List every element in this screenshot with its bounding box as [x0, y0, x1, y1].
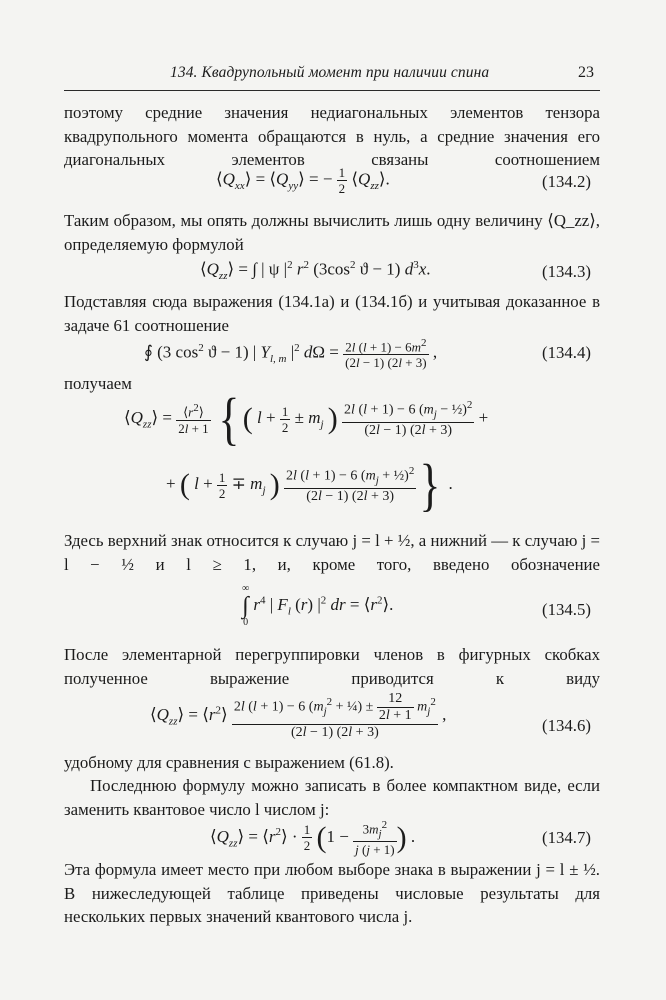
equation-134-7: $⟨Q_{zz}⟩$ = $⟨r^2⟩$ · $\frac{1}{2}$ (1 − $\frac{3m_j^2}{j (j + 1)}$ ) . [210, 819, 416, 857]
paragraph-9: Эта формула имеет место при любом выборе знака в выражении j = l ± ½. В нижеследующей таблице приведены числовые результаты для нескольких первых значений квантового числа j. [64, 860, 600, 926]
paragraph-5: Здесь верхний знак относится к случаю j = l + ½, а нижний — к случаю j = l − ½ и l ≥ 1, и, кроме того, введено обозначение [64, 531, 600, 574]
paragraph-7: удобному для сравнения с выражением (61.8). [64, 753, 394, 772]
header-rule [64, 90, 600, 91]
equation-number-134-3: (134.3) [542, 262, 591, 281]
equation-134-4: ∮ (3 $\cos^2 ϑ - 1$) | $Y_{l, m}$ $|^2$ dΩ = $\frac{2l (l + 1) - 6m^2}{(2l - 1) (2l + 3)}$ , [144, 337, 438, 371]
equation-number-134-4: (134.4) [542, 343, 591, 362]
paragraph-2: Таким образом, мы опять должны вычислить лишь одну величину ⟨Q_zz⟩, определяемую формулой [64, 211, 600, 254]
page-number: 23 [578, 64, 594, 81]
equation-number-134-5: (134.5) [542, 600, 591, 619]
equation-134-2: $⟨Q_{xx}⟩$ = $⟨Q_{yy}⟩$ = − $\frac{1}{2}$ $⟨Q_{zz}⟩$. [216, 165, 390, 196]
paragraph-6: После элементарной перегруппировки членов в фигурных скобках полученное выражение приводится к виду [64, 645, 600, 688]
equation-134-3: $⟨Q_{zz}⟩$ = ∫ | ψ $|^2$ $r^2$ ($3\cos^2$ ϑ − 1) $d^3x$. [200, 259, 431, 283]
equation-134-6: $⟨Q_{zz}⟩$ = $⟨r^2⟩$ 2l (l + 1) − 6 ($m_j^2$ + ¼) ± $\frac{12}{2l + 1}$ $m_j^2$ (2l − 1) (2l + 3) , [150, 691, 447, 740]
equation-qzz-line-2: + ( l + $\frac{1}{2}$ ∓ $m_j$ ) $\frac{2l (l + 1) - 6 (m_j + \frac{1}{2})^2}{(2l - 1) (2l + 3)}$ } . [166, 452, 453, 517]
paragraph-3: Подставляя сюда выражения (134.1а) и (134.1б) и учитывая доказанное в задаче 61 соотношение [64, 292, 600, 335]
equation-number-134-2: (134.2) [542, 172, 591, 191]
equation-qzz-line-1: $⟨Q_{zz}⟩$ = $\frac{⟨r^2⟩}{2l + 1}$ { ( l + $\frac{1}{2}$ ± $m_j$ ) $\frac{2l (l + 1) - 6 (m_j - \frac{1}{2})^2}{(2l - 1) (2l + 3)}$ + [124, 386, 489, 451]
paragraph-8: Последнюю формулу можно записать в более компактном виде, если заменить квантовое число l числом j: [64, 776, 600, 819]
paragraph-1: поэтому средние значения недиагональных элементов тензора квадрупольного момента обращаются в нуль, а средние значения его диагональных элементов связаны соотношением [64, 103, 600, 169]
equation-134-5: ∞ ∫ 0 $r^4$ | $F_l$ (r) $|^2$ dr = $⟨r^2⟩$. [242, 583, 394, 628]
equation-number-134-6: (134.6) [542, 716, 591, 735]
paragraph-4: получаем [64, 374, 132, 393]
equation-number-134-7: (134.7) [542, 828, 591, 847]
running-header-title: 134. Квадрупольный момент при наличии спина [170, 64, 490, 81]
